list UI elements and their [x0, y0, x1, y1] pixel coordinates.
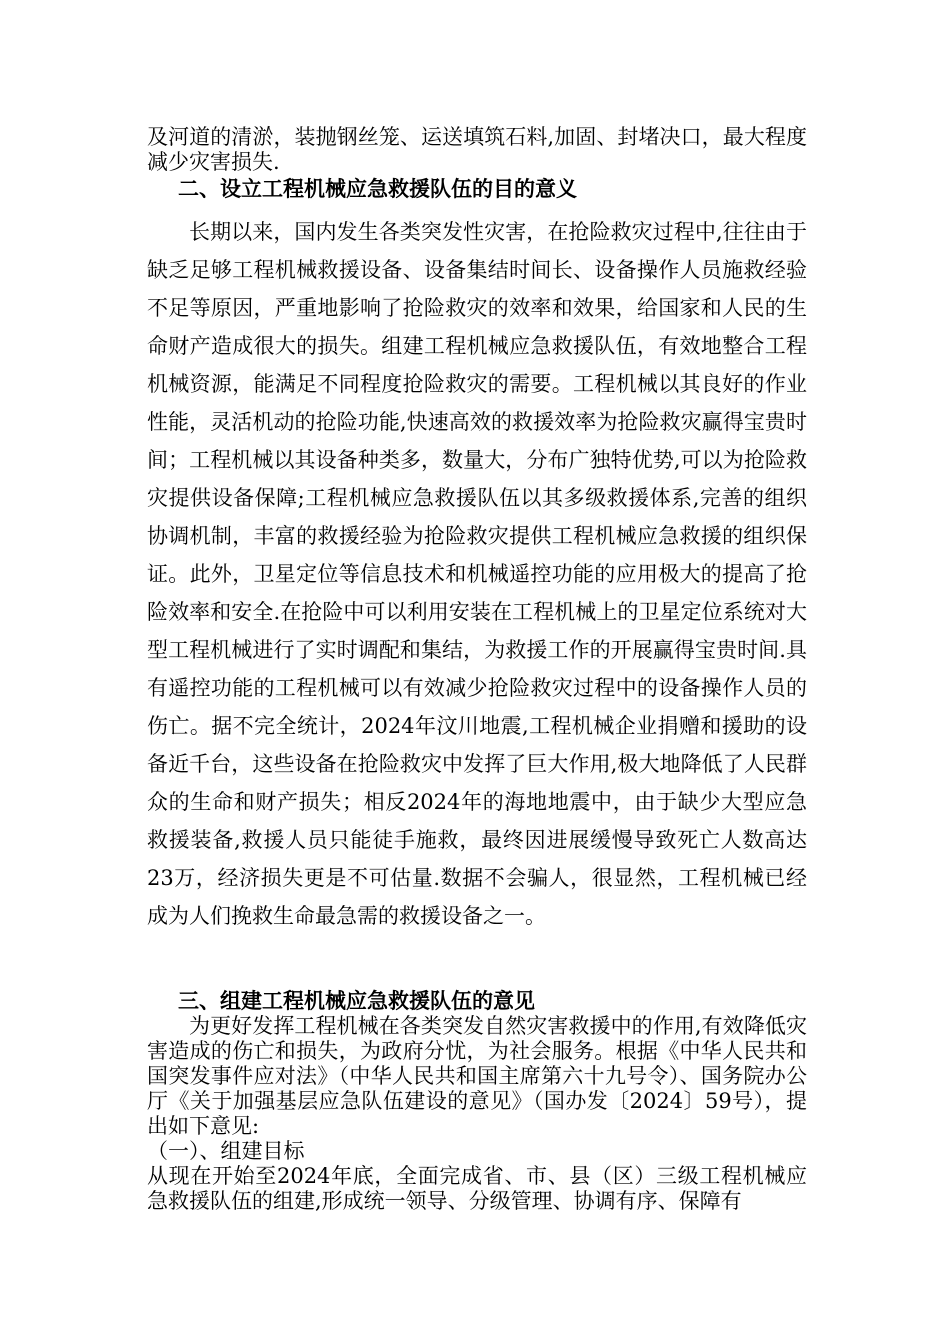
- subsection-1-paragraph: 从现在开始至2024年底，全面完成省、市、县（区）三级工程机械应急救援队伍的组建,形成统一领导、分级管理、协调有序、保障有: [147, 1164, 807, 1213]
- section-3-heading: 三、组建工程机械应急救援队伍的意见: [178, 988, 535, 1013]
- section-2-paragraph: 长期以来，国内发生各类突发性灾害，在抢险救灾过程中,往往由于缺乏足够工程机械救援设备、设备集结时间长、设备操作人员施救经验不足等原因，严重地影响了抢险救灾的效率和效果，给国家和人民的生命财产造成很大的损失。组建工程机械应急救援队伍，有效地整合工程机械资源，能满足不同程度抢险救灾的需要。工程机械以其良好的作业性能，灵活机动的抢险功能,快速高效的救援效率为抢险救灾赢得宝贵时间；工程机械以其设备种类多，数量大，分布广独特优势,可以为抢险救灾提供设备保障;工程机械应急救援队伍以其多级救援体系,完善的组织协调机制，丰富的救援经验为抢险救灾提供工程机械应急救援的组织保证。此外，卫星定位等信息技术和机械遥控功能的应用极大的提高了抢险效率和安全.在抢险中可以利用安装在工程机械上的卫星定位系统对大型工程机械进行了实时调配和集结，为救援工作的开展赢得宝贵时间.具有遥控功能的工程机械可以有效减少抢险救灾过程中的设备操作人员的伤亡。据不完全统计，2024年汶川地震,工程机械企业捐赠和援助的设备近千台，这些设备在抢险救灾中发挥了巨大作用,极大地降低了人民群众的生命和财产损失；相反2024年的海地地震中，由于缺少大型应急救援装备,救援人员只能徒手施救，最终因进展缓慢导致死亡人数高达23万，经济损失更是不可估量.数据不会骗人，很显然，工程机械已经成为人们挽救生命最急需的救援设备之一。: [147, 220, 807, 928]
- subsection-1-heading: （一）、组建目标: [147, 1139, 305, 1163]
- intro-paragraph: 及河道的清淤，装抛钢丝笼、运送填筑石料,加固、封堵决口，最大程度减少灾害损失.: [147, 125, 807, 174]
- section-3-paragraph: 为更好发挥工程机械在各类突发自然灾害救援中的作用,有效降低灾害造成的伤亡和损失，为政府分忧，为社会服务。根据《中华人民共和国突发事件应对法》（中华人民共和国主席第六十九号令）、国务院办公厅《关于加强基层应急队伍建设的意见》（国办发〔2024〕59号），提出如下意见:: [147, 1014, 807, 1138]
- section-2-heading: 二、设立工程机械应急救援队伍的目的意义: [178, 176, 577, 201]
